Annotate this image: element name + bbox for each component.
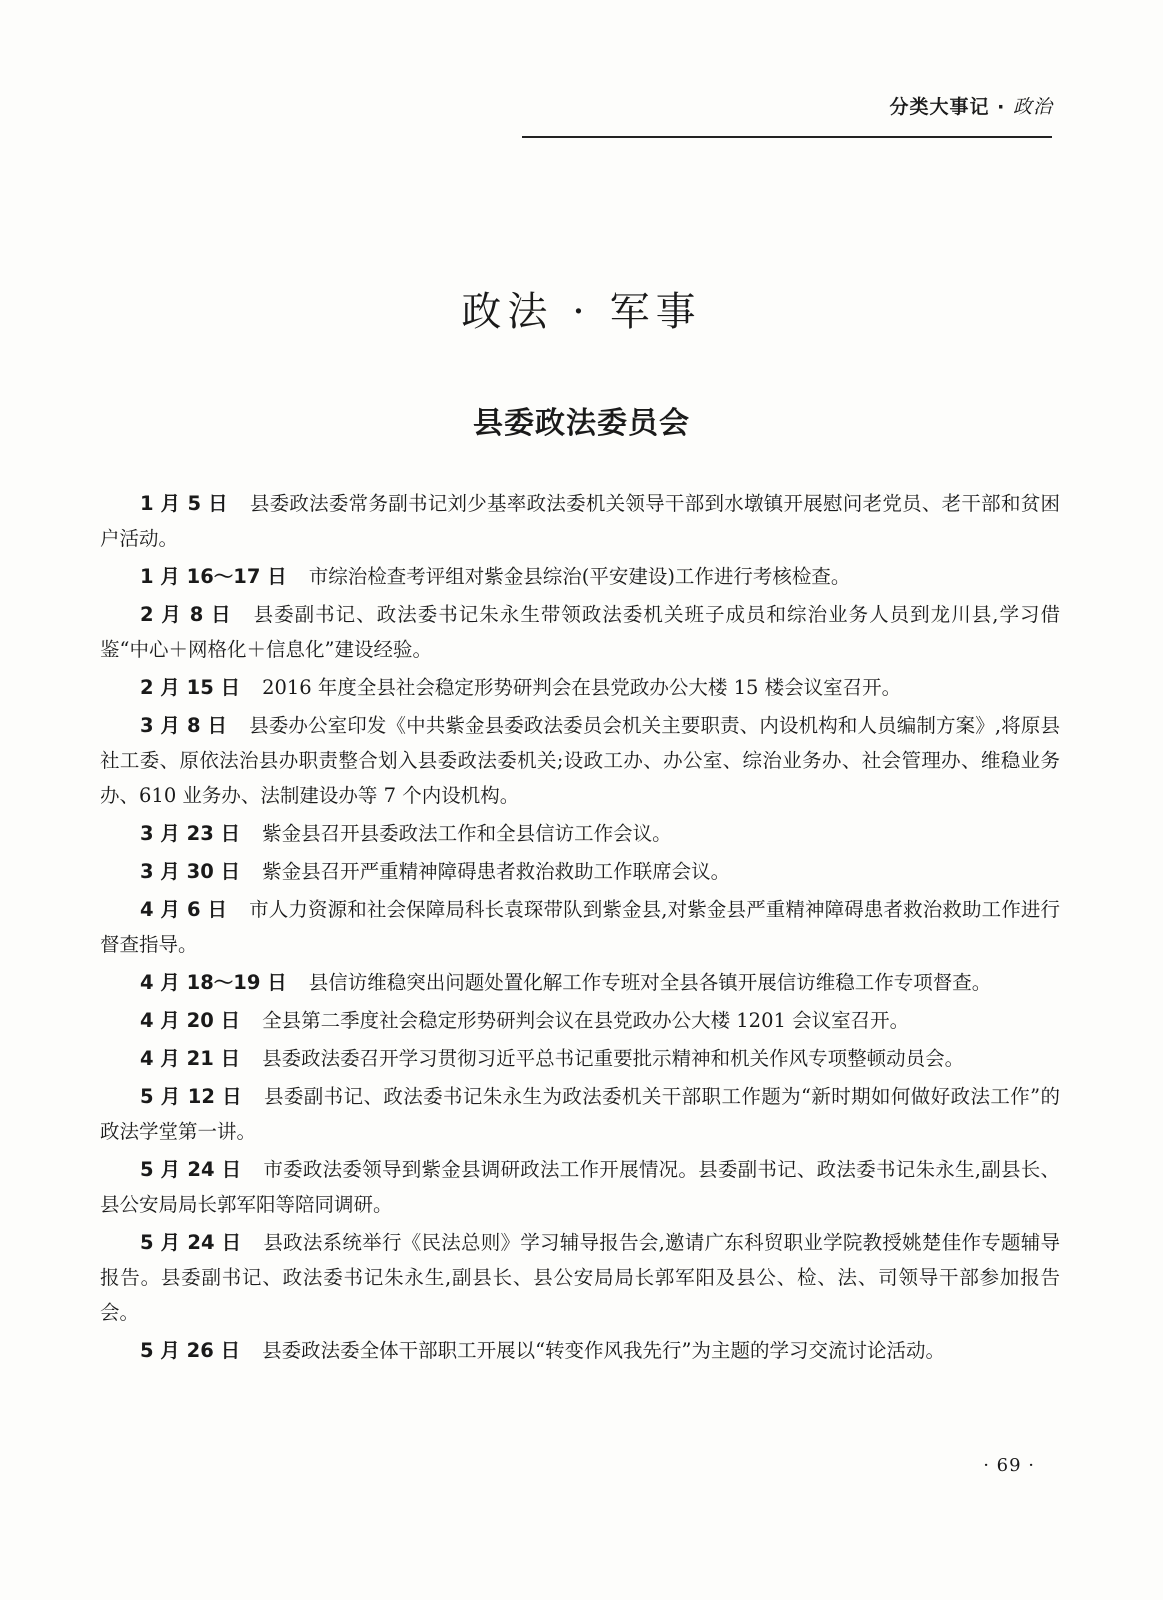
chronicle-entry [100, 1041, 1060, 1076]
chronicle-entry [100, 1152, 1060, 1222]
chronicle-entry [100, 1225, 1060, 1330]
entry-date: 4 月 20 日 [140, 1009, 241, 1032]
entry-text: 县委政法委全体干部职工开展以“转变作风我先行”为主题的学习交流讨论活动。 [262, 1339, 946, 1362]
entry-date: 3 月 23 日 [140, 822, 241, 845]
entry-date: 4 月 18～19 日 [140, 971, 287, 994]
chronicle-entry [100, 670, 1060, 705]
chronicle-entry [100, 854, 1060, 889]
entry-date: 4 月 6 日 [140, 898, 228, 921]
chronicle-entry [100, 1003, 1060, 1038]
chronicle-entries [100, 486, 1060, 1371]
chronicle-entry [100, 486, 1060, 556]
chronicle-entry [100, 708, 1060, 813]
chronicle-entry [100, 816, 1060, 851]
chronicle-entry [100, 597, 1060, 667]
entry-text: 县信访维稳突出问题处置化解工作专班对全县各镇开展信访维稳工作专项督查。 [308, 971, 992, 994]
sub-title: 县委政法委员会 [473, 406, 690, 441]
entry-date: 2 月 15 日 [140, 676, 241, 699]
chronicle-entry [100, 892, 1060, 962]
entry-text: 县政法系统举行《民法总则》学习辅导报告会,邀请广东科贸职业学院教授姚楚佳作专题辅导报告。县委副书记、政法委书记朱永生,副县长、县公安局局长郭军阳及县公、检、法、司领导干部参加报告会。 [100, 1231, 1060, 1324]
page-number: · 69 · [983, 1455, 1035, 1476]
entry-text: 县委政法委召开学习贯彻习近平总书记重要批示精神和机关作风专项整顿动员会。 [262, 1047, 965, 1070]
chronicle-entry [100, 1079, 1060, 1149]
entry-text: 紫金县召开县委政法工作和全县信访工作会议。 [262, 822, 672, 845]
entry-text: 市人力资源和社会保障局科长袁琛带队到紫金县,对紫金县严重精神障碍患者救治救助工作进行督查指导。 [100, 898, 1060, 956]
entry-date: 1 月 16～17 日 [140, 565, 287, 588]
entry-date: 1 月 5 日 [140, 492, 228, 515]
header-rule [522, 136, 1052, 138]
entry-date: 5 月 24 日 [140, 1158, 242, 1181]
chronicle-entry [100, 559, 1060, 594]
entry-text: 县委副书记、政法委书记朱永生为政法委机关干部职工作题为“新时期如何做好政法工作”的政法学堂第一讲。 [100, 1085, 1060, 1143]
chronicle-entry [100, 1333, 1060, 1368]
entry-text: 县委政法委常务副书记刘少基率政法委机关领导干部到水墩镇开展慰问老党员、老干部和贫困户活动。 [100, 492, 1060, 550]
entry-text: 紫金县召开严重精神障碍患者救治救助工作联席会议。 [262, 860, 731, 883]
entry-text: 县委办公室印发《中共紫金县委政法委员会机关主要职责、内设机构和人员编制方案》,将原县社工委、原依法治县办职责整合划入县委政法委机关;设政工办、办公室、综治业务办、社会管理办、维稳业务办、610 业务办、法制建设办等 7 个内设机构。 [100, 714, 1060, 807]
entry-text: 全县第二季度社会稳定形势研判会议在县党政办公大楼 1201 会议室召开。 [262, 1009, 910, 1032]
entry-text: 县委副书记、政法委书记朱永生带领政法委机关班子成员和综治业务人员到龙川县,学习借鉴“中心＋网格化＋信息化”建设经验。 [100, 603, 1060, 661]
entry-date: 5 月 26 日 [140, 1339, 241, 1362]
header-section: 政治 [1012, 96, 1053, 118]
running-header [890, 92, 1054, 119]
entry-date: 2 月 8 日 [140, 603, 232, 626]
entry-date: 4 月 21 日 [140, 1047, 241, 1070]
entry-text: 2016 年度全县社会稳定形势研判会在县党政办公大楼 15 楼会议室召开。 [262, 676, 902, 699]
chronicle-entry [100, 965, 1060, 1000]
entry-date: 3 月 8 日 [140, 714, 228, 737]
header-category: 分类大事记 [889, 96, 990, 118]
entry-text: 市综治检查考评组对紫金县综治(平安建设)工作进行考核检查。 [308, 565, 851, 588]
entry-date: 5 月 12 日 [140, 1085, 243, 1108]
entry-text: 市委政法委领导到紫金县调研政法工作开展情况。县委副书记、政法委书记朱永生,副县长、县公安局局长郭军阳等陪同调研。 [100, 1158, 1060, 1216]
entry-date: 3 月 30 日 [140, 860, 241, 883]
entry-date: 5 月 24 日 [140, 1231, 242, 1254]
section-title: 政法 · 军事 [461, 289, 702, 335]
header-separator: · [997, 96, 1006, 118]
